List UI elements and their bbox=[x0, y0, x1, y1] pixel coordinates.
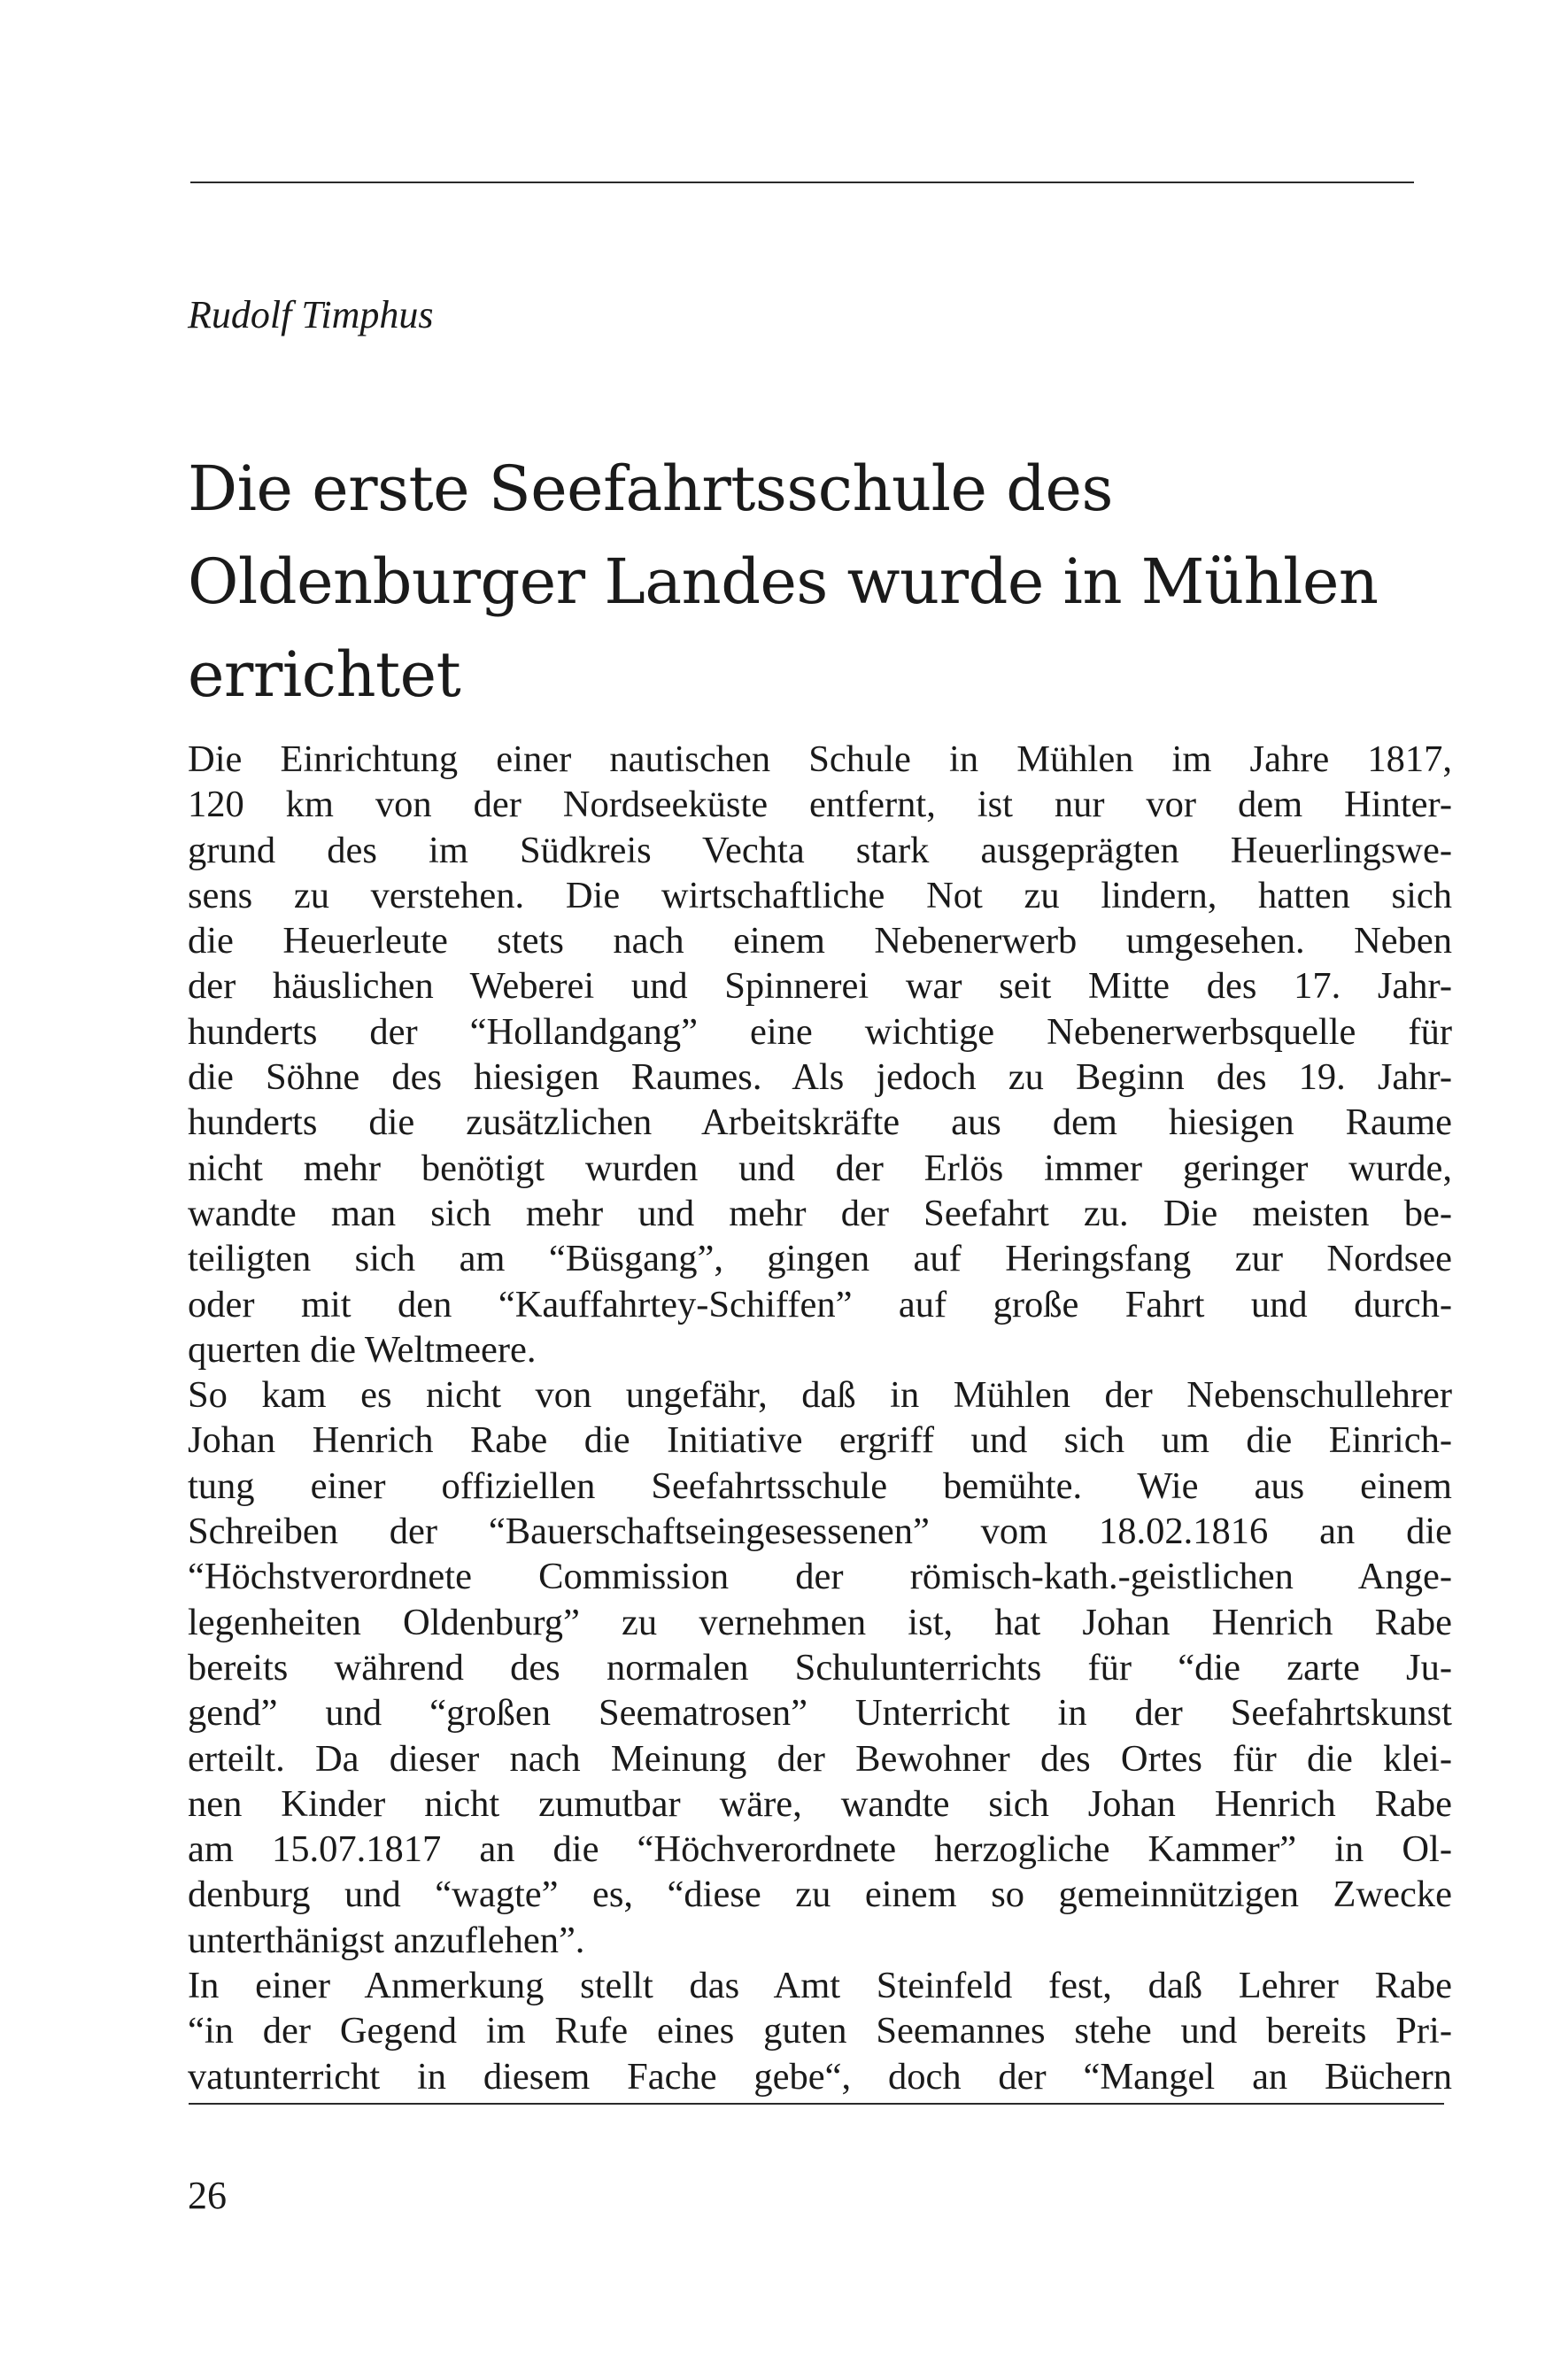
body-line: legenheiten Oldenburg” zu vernehmen ist, hat Johan Henrich Rabe bbox=[188, 1601, 1452, 1643]
body-line: So kam es nicht von ungefähr, daß in Mühlen der Nebenschullehrer bbox=[188, 1374, 1452, 1417]
body-line: wandte man sich mehr und mehr der Seefahrt zu. Die meisten be- bbox=[188, 1192, 1452, 1234]
body-line: bereits während des normalen Schulunterrichts für “die zarte Ju- bbox=[188, 1646, 1452, 1688]
body-line: die Heuerleute stets nach einem Nebenerwerb umgesehen. Neben bbox=[188, 920, 1452, 962]
body-line: vatunterricht in diesem Fache gebe“, doch der “Mangel an Büchern bbox=[188, 2055, 1452, 2098]
title-line: errichtet bbox=[188, 638, 461, 711]
page-number: 26 bbox=[188, 2174, 227, 2217]
body-line: hunderts der “Hollandgang” eine wichtige Nebenerwerbsquelle für bbox=[188, 1010, 1452, 1053]
title-line: Oldenburger Landes wurde in Mühlen bbox=[188, 545, 1379, 618]
body-line: grund des im Südkreis Vechta stark ausgeprägten Heuerlingswe- bbox=[188, 829, 1452, 871]
body-line: oder mit den “Kauffahrtey-Schiffen” auf große Fahrt und durch- bbox=[188, 1283, 1452, 1325]
body-line: der häuslichen Weberei und Spinnerei war seit Mitte des 17. Jahr- bbox=[188, 965, 1452, 1008]
body-line: Schreiben der “Bauerschaftseingesessenen” vom 18.02.1816 an die bbox=[188, 1511, 1452, 1553]
body-line: querten die Weltmeere. bbox=[188, 1328, 537, 1371]
body-line: nen Kinder nicht zumutbar wäre, wandte sich Johan Henrich Rabe bbox=[188, 1782, 1452, 1825]
article-title bbox=[188, 443, 1472, 722]
body-line: “in der Gegend im Rufe eines guten Seemannes stehe und bereits Pri- bbox=[188, 2010, 1452, 2052]
body-line: In einer Anmerkung stellt das Amt Steinfeld fest, daß Lehrer Rabe bbox=[188, 1965, 1452, 2007]
body-line: nicht mehr benötigt wurden und der Erlös immer geringer wurde, bbox=[188, 1147, 1452, 1189]
body-line: tung einer offiziellen Seefahrtsschule bemühte. Wie aus einem bbox=[188, 1464, 1452, 1507]
body-line: teiligten sich am “Büsgang”, gingen auf Heringsfang zur Nordsee bbox=[188, 1238, 1452, 1280]
body-line: “Höchstverordnete Commission der römisch-kath.-geistlichen Ange- bbox=[188, 1556, 1452, 1598]
body-line: denburg und “wagte” es, “diese zu einem so gemeinnützigen Zwecke bbox=[188, 1874, 1452, 1916]
body-line: am 15.07.1817 an die “Höchverordnete herzogliche Kammer” in Ol- bbox=[188, 1828, 1452, 1871]
body-line: die Söhne des hiesigen Raumes. Als jedoch zu Beginn des 19. Jahr- bbox=[188, 1056, 1452, 1099]
bottom-rule bbox=[189, 2103, 1444, 2105]
article-body bbox=[188, 737, 1452, 2099]
body-line: hunderts die zusätzlichen Arbeitskräfte aus dem hiesigen Raume bbox=[188, 1101, 1452, 1144]
title-line: Die erste Seefahrtsschule des bbox=[188, 452, 1113, 525]
body-line: gend” und “großen Seematrosen” Unterricht in der Seefahrtskunst bbox=[188, 1692, 1452, 1735]
body-line: erteilt. Da dieser nach Meinung der Bewohner des Ortes für die klei- bbox=[188, 1737, 1452, 1780]
body-line: unterthänigst anzuflehen”. bbox=[188, 1919, 585, 1961]
body-line: Die Einrichtung einer nautischen Schule in Mühlen im Jahre 1817, bbox=[188, 738, 1452, 780]
body-line: sens zu verstehen. Die wirtschaftliche Not zu lindern, hatten sich bbox=[188, 874, 1452, 916]
body-line: 120 km von der Nordseeküste entfernt, ist nur vor dem Hinter- bbox=[188, 784, 1452, 826]
author-name: Rudolf Timphus bbox=[188, 293, 434, 336]
body-line: Johan Henrich Rabe die Initiative ergriff und sich um die Einrich- bbox=[188, 1419, 1452, 1462]
top-rule bbox=[190, 182, 1414, 183]
